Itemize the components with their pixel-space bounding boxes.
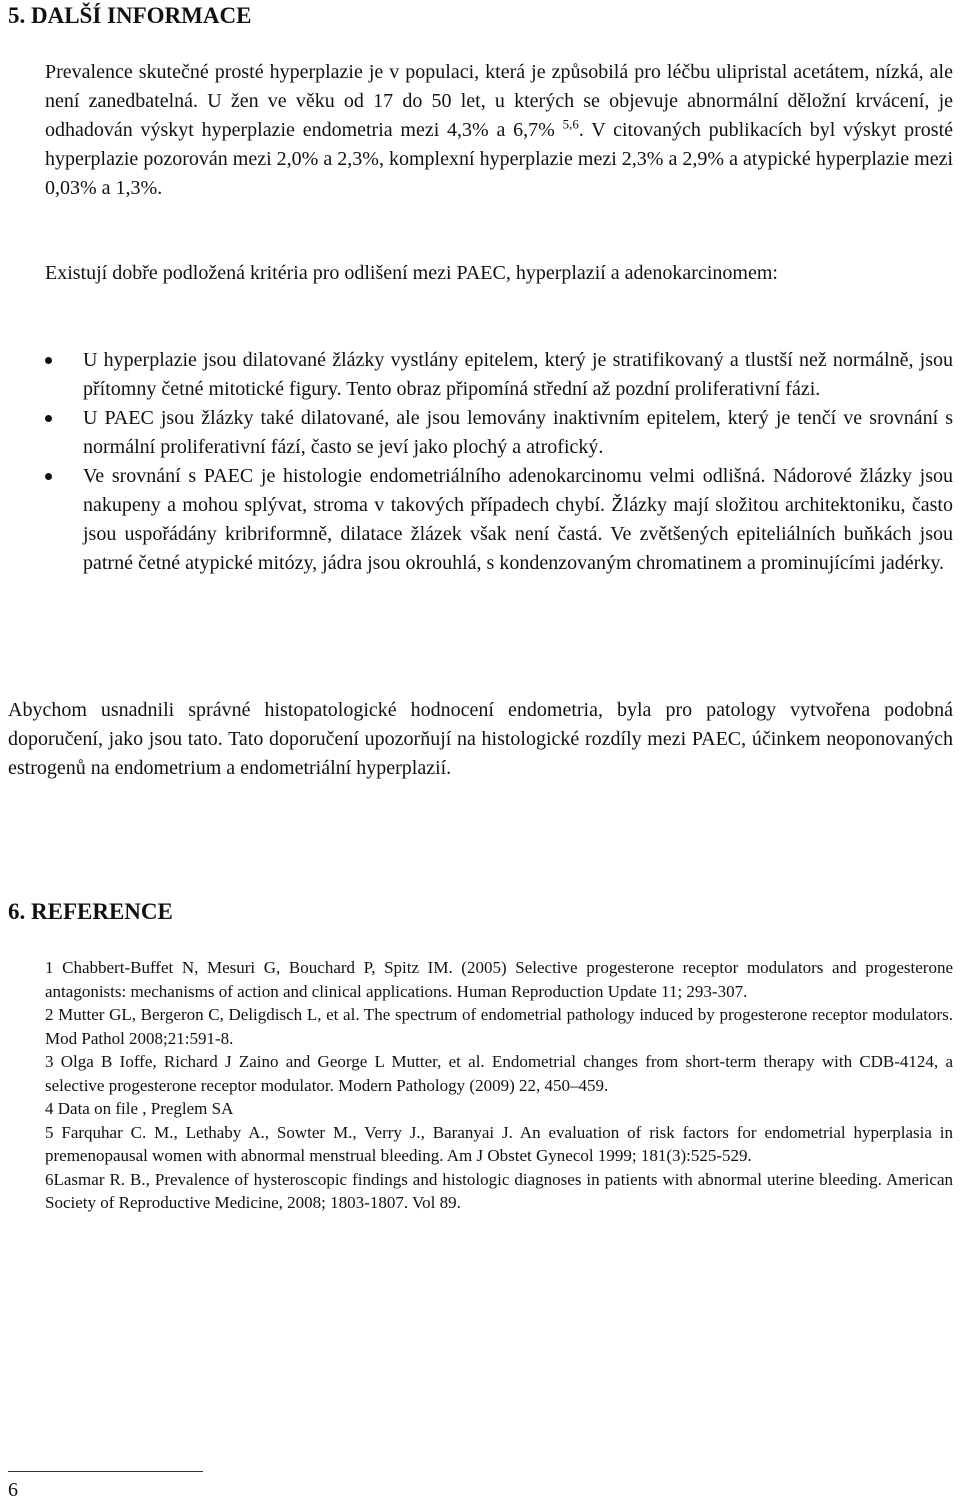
criteria-item-adenocarcinoma bbox=[83, 462, 953, 578]
reference-item: 5 Farquhar C. M., Lethaby A., Sowter M., Verry J., Baranyai J. An evaluation of risk factors for endometrial hyperplasia in premenopausal women with abnormal menstrual bleeding. Am J Obstet Gynecol 1999; 181(3):525-529. bbox=[45, 1122, 953, 1165]
footer-divider bbox=[8, 1471, 203, 1472]
citation-superscript: 5,6 bbox=[562, 116, 579, 132]
criteria-item-text: U hyperplazie jsou dilatované žlázky vystlány epitelem, který je stratifikovaný a tlustší než normálně, jsou přítomny četné mitotické figury. Tento obraz připomíná střední až pozdní proliferativní fázi. bbox=[83, 349, 953, 400]
reference-list bbox=[45, 956, 953, 1215]
criteria-list bbox=[83, 346, 953, 578]
paragraph-prevalence bbox=[45, 58, 953, 203]
section-heading-info: 5. DALŠÍ INFORMACE bbox=[8, 3, 252, 28]
criteria-item-text: U PAEC jsou žlázky také dilatované, ale jsou lemovány inaktivním epitelem, který je tenčí ve srovnání s normální proliferativní fází, často se jeví jako plochý a atrofický. bbox=[83, 407, 953, 458]
reference-item: 3 Olga B Ioffe, Richard J Zaino and George L Mutter, et al. Endometrial changes from short-term therapy with CDB-4124, a selective progesterone receptor modulator. Modern Pathology (2009) 22, 450–459. bbox=[45, 1052, 953, 1095]
paragraph-prevalence-text: Prevalence skutečné prosté hyperplazie je v populaci, která je způsobilá pro léčbu ulipristal acetátem, nízká, ale není zanedbatelná. U žen ve věku od 17 do 50 let, u kterých se objevuje abnormální děložní krvácení, je odhadován výskyt hyperplazie endometria mezi 4,3% a 6,7% bbox=[45, 61, 953, 141]
reference-item: 1 Chabbert-Buffet N, Mesuri G, Bouchard P, Spitz IM. (2005) Selective progesterone receptor modulators and progesterone antagonists: mechanisms of action and clinical applications. Human Reproduction Update 11; 293-307. bbox=[45, 958, 953, 1001]
bullet-icon bbox=[45, 415, 52, 422]
criteria-item-text: Ve srovnání s PAEC je histologie endometriálního adenokarcinomu velmi odlišná. Nádorové žlázky jsou nakupeny a mohou splývat, stroma v takových případech chybí. Žlázky mají složitou architektoniku, často jsou uspořádány kribriformně, dilatace žlázek však není častá. Ve zvětšených epiteliálních buňkách jsou patrné četné atypické mitózy, jádra jsou okrouhlá, s kondenzovaným chromatinem a prominujícími jadérky. bbox=[83, 465, 953, 574]
reference-item: 6Lasmar R. B., Prevalence of hysteroscopic findings and histologic diagnoses in patients with abnormal uterine bleeding. American Society of Reproductive Medicine, 2008; 1803-1807. Vol 89. bbox=[45, 1169, 953, 1212]
paragraph-criteria: Existují dobře podložená kritéria pro odlišení mezi PAEC, hyperplazií a adenokarcinomem: bbox=[45, 262, 778, 284]
bullet-icon bbox=[45, 357, 52, 364]
page-number: 6 bbox=[8, 1479, 18, 1501]
criteria-item-paec bbox=[83, 404, 953, 462]
reference-item: 2 Mutter GL, Bergeron C, Deligdisch L, et al. The spectrum of endometrial pathology induced by progesterone receptor modulators. Mod Pathol 2008;21:591-8. bbox=[45, 1005, 953, 1048]
reference-item: 4 Data on file , Preglem SA bbox=[45, 1099, 234, 1118]
bullet-icon bbox=[45, 473, 52, 480]
paragraph-recommendations: Abychom usnadnili správné histopatologické hodnocení endometria, byla pro patology vytvořena podobná doporučení, jako jsou tato. Tato doporučení upozorňují na histologické rozdíly mezi PAEC, účinkem neoponovaných estrogenů na endometrium a endometriální hyperplazií. bbox=[8, 699, 953, 779]
section-heading-references: 6. REFERENCE bbox=[8, 899, 173, 924]
paragraph-prevalence-end: . V citovaných publikacích byl výskyt prosté hyperplazie pozorován mezi 2,0% a 2,3%, komplexní hyperplazie mezi 2,3% a 2,9% a atypické hyperplazie mezi 0,03% a 1,3%. bbox=[45, 119, 954, 199]
criteria-item-hyperplasia bbox=[83, 346, 953, 404]
